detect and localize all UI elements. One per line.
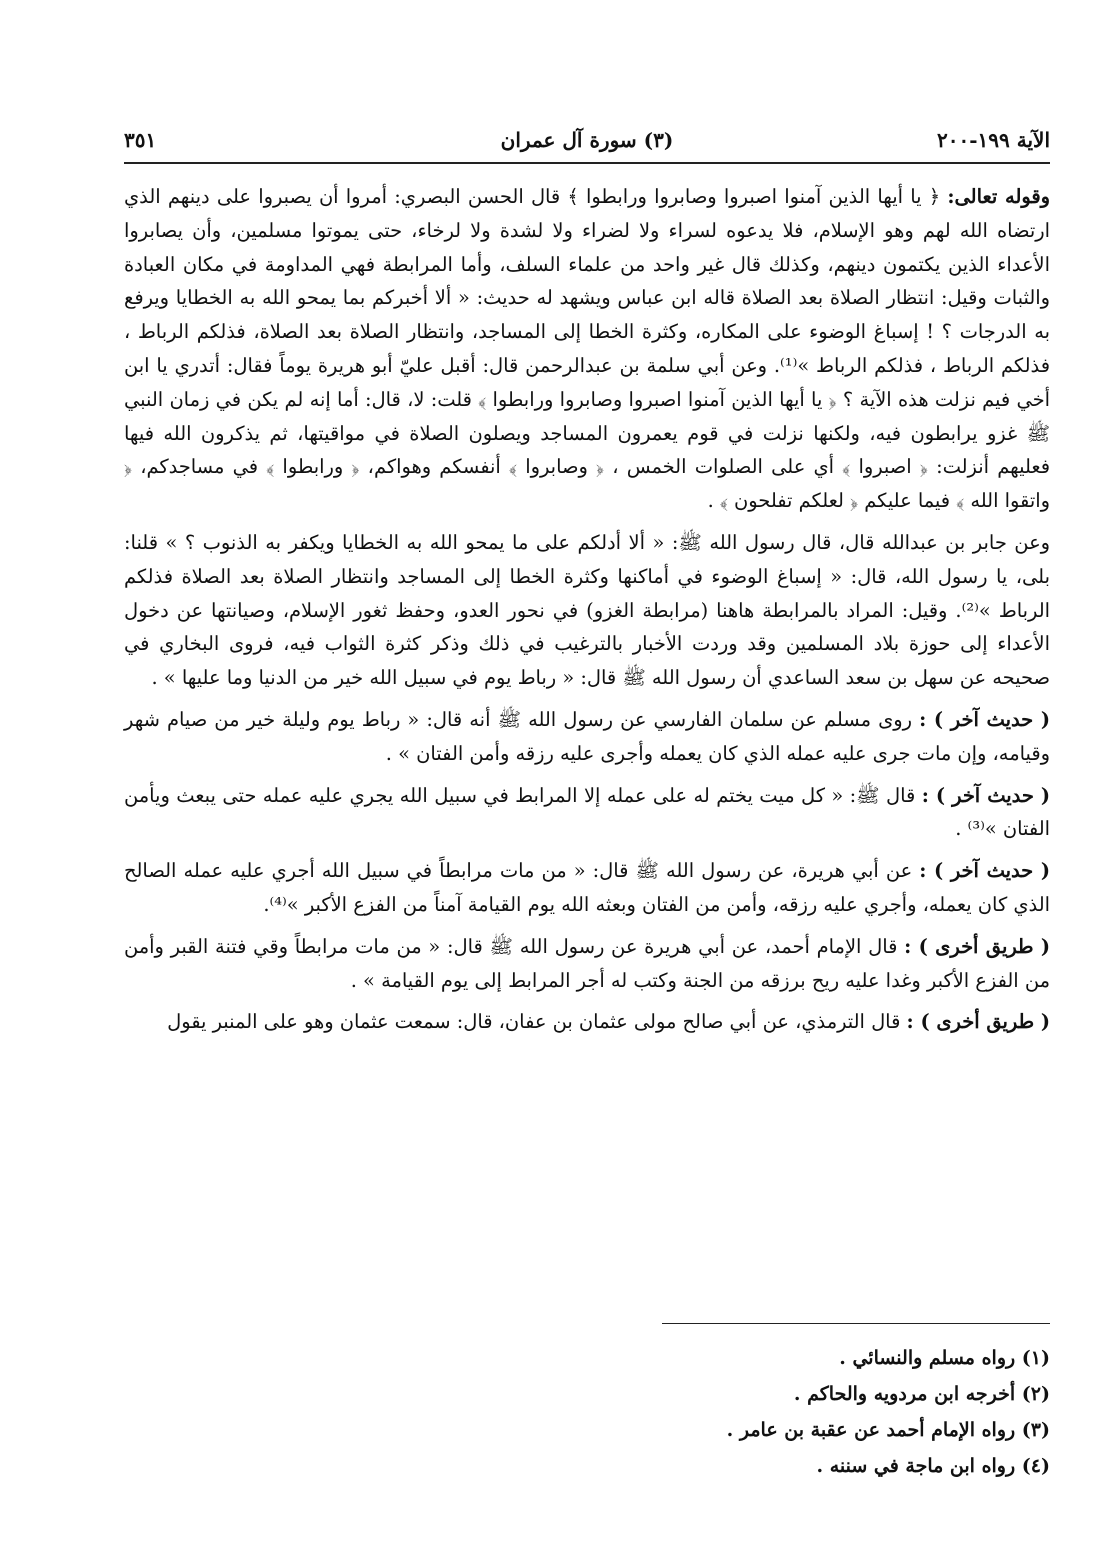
footnote: (٣) رواه الإمام أحمد عن عقبة بن عامر .	[726, 1419, 1050, 1441]
paragraph	[124, 930, 1050, 998]
paragraph-text: ﴿ يا أيها الذين آمنوا اصبروا وصابروا ورابطوا ﴾ قال الحسن البصري: أمروا أن يصبروا على دينهم الذي ارتضاه الله لهم وهو الإسلام، فلا يدعوه لسراء ولا لضراء ولا لشدة ولا لرخاء، حتى يموتوا مسلمين، وأن يصابروا الأعداء الذين يكتمون دينهم، وكذلك قال غير واحد من علماء السلف، وأما المرابطة فهي المداومة في مكان العبادة والثبات وقيل: انتظار الصلاة بعد الصلاة قاله ابن عباس ويشهد له حديث: « ألا أخبركم بما يمحو الله به الخطايا ويرفع به الدرجات ؟ ! إسباغ الوضوء على المكاره، وكثرة الخطا إلى المساجد، وانتظار الصلاة بعد الصلاة، فذلكم الرباط ، فذلكم الرباط ، فذلكم الرباط »⁽¹⁾. وعن أبي سلمة بن عبدالرحمن قال: أقبل عليّ أبو هريرة يوماً فقال: أتدري يا ابن أخي فيم نزلت هذه الآية ؟ ﴿ يا أيها الذين آمنوا اصبروا وصابروا ورابطوا ﴾ قلت: لا، قال: أما إنه لم يكن في زمان النبي ﷺ غزو يرابطون فيه، ولكنها نزلت في قوم يعمرون المساجد ويصلون الصلاة في مواقيتها، ثم يذكرون الله فيها فعليهم أنزلت: ﴿ اصبروا ﴾ أي على الصلوات الخمس ، ﴿ وصابروا ﴾ أنفسكم وهواكم، ﴿ ورابطوا ﴾ في مساجدكم، ﴿ واتقوا الله ﴾ فيما عليكم ﴿ لعلكم تفلحون ﴾ .	[124, 185, 1050, 513]
paragraph-lead: ( حديث آخر ) :	[921, 783, 1051, 807]
main-text	[124, 180, 1050, 1047]
paragraph	[124, 1005, 1050, 1039]
footnote-divider	[662, 1323, 1050, 1324]
paragraph-text: روى مسلم عن سلمان الفارسي عن رسول الله ﷺ أنه قال: « رباط يوم وليلة خير من صيام شهر وقيامه، وإن مات جرى عليه عمله الذي كان يعمله وأجرى عليه رزقه وأمن الفتان » .	[124, 707, 1050, 765]
paragraph	[124, 854, 1050, 922]
footnotes	[250, 1340, 1050, 1484]
paragraph-text: قال الإمام أحمد، عن أبي هريرة عن رسول الله ﷺ قال: « من مات مرابطاً وقي فتنة القبر وأمن من الفزع الأكبر وغدا عليه ريح برزقه من الجنة وكتب له أجر المرابط إلى يوم القيامة » .	[124, 934, 1050, 992]
paragraph-lead: ( طريق أخرى ) :	[906, 1010, 1050, 1034]
paragraph-lead: وقوله تعالى:	[947, 185, 1050, 208]
paragraph-text: قال الترمذي، عن أبي صالح مولى عثمان بن عفان، قال: سمعت عثمان وهو على المنبر يقول	[167, 1010, 907, 1034]
paragraph-text: قال ﷺ: « كل ميت يختم له على عمله إلا المرابط في سبيل الله يجري عليه عمله حتى يبعث ويأمن الفتان »⁽³⁾ .	[124, 783, 1050, 841]
paragraph-lead: ( حديث آخر ) :	[919, 707, 1050, 731]
paragraph-text: وعن جابر بن عبدالله قال، قال رسول الله ﷺ: « ألا أدلكم على ما يمحو الله به الخطايا ويكفر به الذنوب ؟ » قلنا: بلى، يا رسول الله، قال: « إسباغ الوضوء في أماكنها وكثرة الخطا إلى المساجد وانتظار الصلاة بعد الصلاة فذلكم الرباط »⁽²⁾. وقيل: المراد بالمرابطة هاهنا (مرابطة الغزو) في نحور العدو، وحفظ ثغور الإسلام، وصيانتها عن دخول الأعداء إلى حوزة بلاد المسلمين وقد وردت الأخبار بالترغيب في ذلك وذكر كثرة الثواب فيه، فروى البخاري في صحيحه عن سهل بن سعد الساعدي أن رسول الله ﷺ قال: « رباط يوم في سبيل الله خير من الدنيا وما عليها » .	[124, 530, 1050, 690]
paragraph-lead: ( حديث آخر ) :	[919, 859, 1050, 883]
page-number: ٣٥١	[124, 128, 157, 152]
surah-title: (٣) سورة آل عمران	[500, 128, 674, 152]
paragraph-lead: ( طريق أخرى ) :	[904, 934, 1050, 958]
paragraph	[124, 526, 1050, 695]
verse-range: الآية ١٩٩-٢٠٠	[937, 128, 1050, 152]
paragraph	[124, 779, 1050, 847]
paragraph-text: عن أبي هريرة، عن رسول الله ﷺ قال: « من مات مرابطاً في سبيل الله أجري عليه عمله الصالح الذي كان يعمله، وأجري عليه رزقه، وأمن من الفتان وبعثه الله يوم القيامة آمناً من الفزع الأكبر »⁽⁴⁾.	[124, 859, 1050, 916]
footnote: (١) رواه مسلم والنسائي .	[839, 1347, 1050, 1369]
page-header	[124, 128, 1050, 164]
footnote: (٢) أخرجه ابن مردويه والحاكم .	[793, 1383, 1050, 1405]
footnote: (٤) رواه ابن ماجة في سننه .	[816, 1455, 1050, 1477]
paragraph	[124, 703, 1050, 771]
paragraph	[124, 180, 1050, 518]
